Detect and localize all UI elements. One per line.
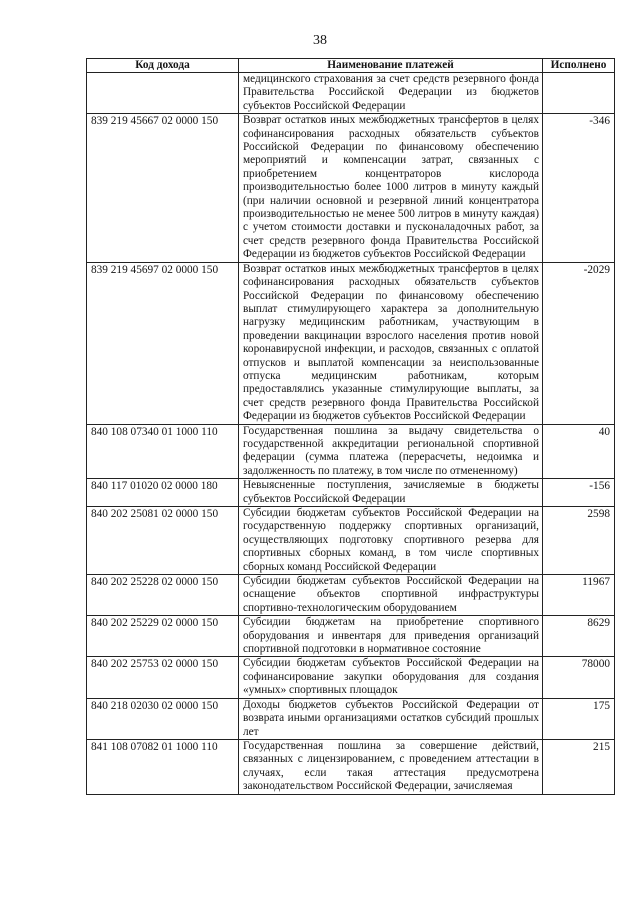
- executed-amount: 8629: [543, 616, 615, 657]
- executed-amount: 2598: [543, 507, 615, 575]
- table-row: [87, 424, 615, 479]
- header-name: Наименование платежей: [239, 59, 543, 73]
- payment-name: Возврат остатков иных межбюджетных трансфертов в целях софинансирования расходных обязательств субъектов Российской Федерации по финансовому обеспечению выплат стимулирующего характера за дополнительную нагрузку медицинским работникам, участвующим в проведении вакцинации взрослого населения против новой коронавирусной инфекции, и расходов, связанных с оплатой отпусков и выплатой компенсации за неиспользованные отпуска медицинским работникам, которым предоставлялись указанные стимулирующие выплаты, за счет средств резервного фонда Правительства Российской Федерации из бюджетов субъектов Российской Федерации: [239, 262, 543, 424]
- income-code: 840 202 25228 02 0000 150: [87, 575, 239, 616]
- table-row: [87, 575, 615, 616]
- income-code: 840 218 02030 02 0000 150: [87, 698, 239, 739]
- income-code: 840 108 07340 01 1000 110: [87, 424, 239, 479]
- payment-name: Субсидии бюджетам субъектов Российской Федерации на софинансирование закупки оборудования для создания «умных» спортивных площадок: [239, 657, 543, 698]
- header-code: Код дохода: [87, 59, 239, 73]
- header-done: Исполнено: [543, 59, 615, 73]
- payment-name: Возврат остатков иных межбюджетных трансфертов в целях софинансирования расходных обязательств субъектов Российской Федерации по финансовому обеспечению мероприятий и компенсации затрат, связанных с приобретением концентраторов кислорода производительностью более 1000 литров в минуту каждый (при наличии основной и резервной линий концентратора производительностью не менее 500 литров в минуту каждая) с учетом стоимости доставки и пусконаладочных работ, за счет средств резервного фонда Правительства Российской Федерации из бюджетов субъектов Российской Федерации: [239, 114, 543, 262]
- payment-name: Доходы бюджетов субъектов Российской Федерации от возврата иными организациями остатков субсидий прошлых лет: [239, 698, 543, 739]
- income-code: 840 202 25081 02 0000 150: [87, 507, 239, 575]
- table-row: [87, 616, 615, 657]
- income-code: 839 219 45667 02 0000 150: [87, 114, 239, 262]
- table-row: [87, 507, 615, 575]
- executed-amount: 175: [543, 698, 615, 739]
- executed-amount: [543, 73, 615, 114]
- executed-amount: 40: [543, 424, 615, 479]
- payment-name: Государственная пошлина за выдачу свидетельства о государственной аккредитации региональной спортивной федерации (сумма платежа (перерасчеты, недоимка и задолженность по платежу, в том числе по отмененному): [239, 424, 543, 479]
- executed-amount: 11967: [543, 575, 615, 616]
- income-code: 841 108 07082 01 1000 110: [87, 739, 239, 794]
- payment-name: Субсидии бюджетам на приобретение спортивного оборудования и инвентаря для приведения организаций спортивной подготовки в нормативное состояние: [239, 616, 543, 657]
- table-header-row: [87, 59, 615, 73]
- table-row: [87, 262, 615, 424]
- income-code: 840 202 25229 02 0000 150: [87, 616, 239, 657]
- revenue-table: [86, 58, 615, 795]
- table-row: [87, 479, 615, 507]
- payment-name: медицинского страхования за счет средств резервного фонда Правительства Российской Федерации из бюджетов субъектов Российской Федерации: [239, 73, 543, 114]
- executed-amount: -2029: [543, 262, 615, 424]
- table-row: [87, 657, 615, 698]
- table-row: [87, 739, 615, 794]
- table-row: [87, 698, 615, 739]
- payment-name: Государственная пошлина за совершение действий, связанных с лицензированием, с проведением аттестации в случаях, если такая аттестация предусмотрена законодательством Российской Федерации, зачисляемая: [239, 739, 543, 794]
- payment-name: Субсидии бюджетам субъектов Российской Федерации на оснащение объектов спортивной инфраструктуры спортивно-технологическим оборудованием: [239, 575, 543, 616]
- income-code: 840 202 25753 02 0000 150: [87, 657, 239, 698]
- table-row: [87, 73, 615, 114]
- executed-amount: 215: [543, 739, 615, 794]
- executed-amount: 78000: [543, 657, 615, 698]
- page-number: 38: [313, 33, 327, 48]
- income-code: 839 219 45697 02 0000 150: [87, 262, 239, 424]
- income-code: [87, 73, 239, 114]
- payment-name: Субсидии бюджетам субъектов Российской Федерации на государственную поддержку спортивных организаций, осуществляющих подготовку спортивного резерва для спортивных сборных команд, в том числе спортивных сборных команд Российской Федерации: [239, 507, 543, 575]
- payment-name: Невыясненные поступления, зачисляемые в бюджеты субъектов Российской Федерации: [239, 479, 543, 507]
- executed-amount: -346: [543, 114, 615, 262]
- income-code: 840 117 01020 02 0000 180: [87, 479, 239, 507]
- table-row: [87, 114, 615, 262]
- executed-amount: -156: [543, 479, 615, 507]
